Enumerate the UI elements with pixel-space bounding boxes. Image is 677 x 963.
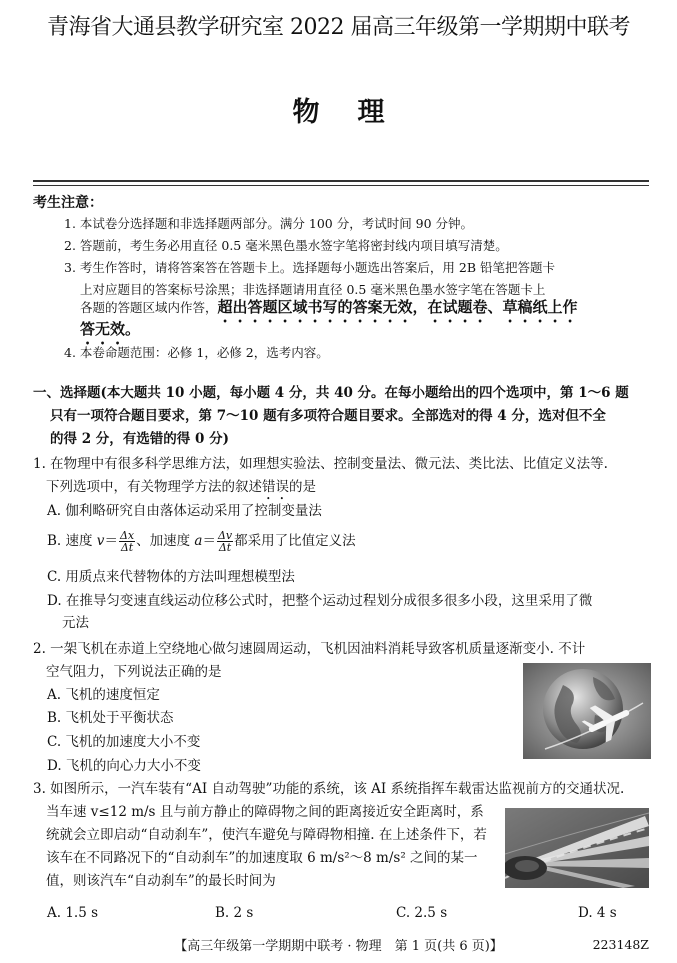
section-line-3: 的得 2 分，有选错的得 0 分) (50, 431, 229, 447)
q3-option-b: B. 2 s (215, 905, 254, 921)
q3-option-c: C. 2.5 s (396, 905, 448, 921)
notice-item-4: 4. 本卷命题范围：必修 1，必修 2，选考内容。 (64, 345, 329, 360)
earth-airplane-svg (523, 663, 651, 759)
exam-title: 青海省大通县教学研究室 2022 届高三年级第一学期期中联考 (47, 15, 630, 40)
notice-item-3: 3. 考生作答时，请将答案答在答题卡上。选择题每小题选出答案后，用 2B 铅笔把答题卡 (64, 260, 555, 275)
subject-title: 物理 (292, 97, 423, 128)
q2-stem-line1: 2. 一架飞机在赤道上空绕地心做匀速圆周运动，飞机因油料消耗导致客机质量逐渐变小. 不计 (33, 641, 586, 657)
q1-b-eq2: ＝ (202, 533, 216, 549)
q1-option-c: C. 用质点来代替物体的方法叫理想模型法 (47, 569, 295, 585)
notice-item-2: 2. 答题前，考生务必用直径 0.5 毫米黑色墨水签字笔将密封线内项目填写清楚。 (64, 238, 508, 253)
notice-emphasis-1: 超出答题区域书写的答案无效，在试题卷、草稿纸上作 (217, 298, 578, 316)
notice-item-3-line2: 上对应题目的答案标号涂黑；非选择题请用直径 0.5 毫米黑色墨水签字笔在答题卡上 (80, 282, 546, 297)
q3-stem-line2: 当车速 v≤12 m/s 且与前方静止的障碍物之间的距离接近安全距离时，系 (46, 804, 484, 820)
q2-stem-line2: 空气阻力，下列说法正确的是 (46, 664, 222, 680)
q1-b-post: 都采用了比值定义法 (234, 533, 356, 549)
q3-option-a: A. 1.5 s (47, 905, 99, 921)
car-radar-svg (505, 808, 649, 888)
q1-b-a: a (194, 533, 203, 549)
earth-airplane-illustration (523, 663, 651, 759)
q1-option-d-line2: 元法 (62, 615, 89, 631)
q1-b-frac1-den: Δt (120, 541, 134, 554)
section-line-2: 只有一项符合题目要求，第 7～10 题有多项符合题目要求。全部选对的得 4 分，选对但不全 (50, 408, 606, 424)
q1-b-frac2-den: Δt (218, 541, 232, 554)
q1-stem-line1: 1. 在物理中有很多科学思维方法，如理想实验法、控制变量法、微元法、类比法、比值定义法等. (33, 456, 608, 472)
notice-item-3-line3-text: 各题的答题区域内作答， (80, 300, 218, 315)
notice-emphasis-2: 答无效。 (80, 320, 141, 338)
q1-b-prefix: B. 速度 (47, 533, 97, 549)
q1-b-frac2-num: Δv (217, 529, 233, 542)
q2-option-a: A. 飞机的速度恒定 (47, 687, 160, 703)
q1-stem-line2a: 下列选项中，有关物理学方法的叙述 (46, 479, 262, 495)
q1-b-mid: 、加速度 (136, 533, 195, 549)
section-line-1: 一、选择题(本大题共 10 小题，每小题 4 分，共 40 分。在每小题给出的四个选项中，第 1～6 题 (33, 385, 629, 401)
q1-b-frac2 (217, 530, 233, 553)
q1-b-frac1-num: Δx (119, 529, 135, 542)
paper-code: 223148Z (592, 937, 649, 952)
q1-stem-emphasis: 错误 (262, 479, 289, 495)
notice-item-1: 1. 本试卷分选择题和非选择题两部分。满分 100 分，考试时间 90 分钟。 (64, 216, 474, 231)
q1-stem-line2c: 的是 (289, 479, 316, 495)
q3-option-d: D. 4 s (578, 905, 617, 921)
section-1-instructions (33, 382, 653, 451)
notice-heading: 考生注意： (33, 195, 103, 211)
header-rule-thick (33, 180, 649, 182)
page-footer: 【高三年级第一学期期中联考 · 物理 第 1 页(共 6 页)】 (174, 939, 503, 954)
q1-option-a: A. 伽利略研究自由落体运动采用了控制变量法 (47, 503, 322, 519)
q2-option-b: B. 飞机处于平衡状态 (47, 710, 174, 726)
q3-stem-line3: 统就会立即启动“自动刹车”，使汽车避免与障碍物相撞. 在上述条件下，若 (46, 827, 487, 843)
q1-b-v: v (96, 533, 105, 549)
q1-stem-line2 (33, 476, 653, 503)
car-radar-illustration (505, 808, 649, 888)
q3-stem-line1: 3. 如图所示，一汽车装有“AI 自动驾驶”功能的系统，该 AI 系统指挥车载雷达监视前方的交通状况. (33, 781, 625, 797)
q1-b-frac1 (119, 530, 135, 553)
header-rule-thin (33, 185, 649, 186)
q3-stem-line5: 值，则该汽车“自动刹车”的最长时间为 (46, 873, 276, 889)
q2-option-d: D. 飞机的向心力大小不变 (47, 758, 201, 774)
q1-option-b (47, 530, 356, 553)
q1-stem (33, 453, 653, 503)
q1-option-d-line1: D. 在推导匀变速直线运动位移公式时，把整个运动过程划分成很多很多小段，这里采用了微 (47, 593, 593, 609)
q1-b-eq1: ＝ (104, 533, 118, 549)
q3-stem-line4: 该车在不同路况下的“自动刹车”的加速度取 6 m/s²～8 m/s² 之间的某一 (46, 850, 478, 866)
q2-option-c: C. 飞机的加速度大小不变 (47, 734, 201, 750)
